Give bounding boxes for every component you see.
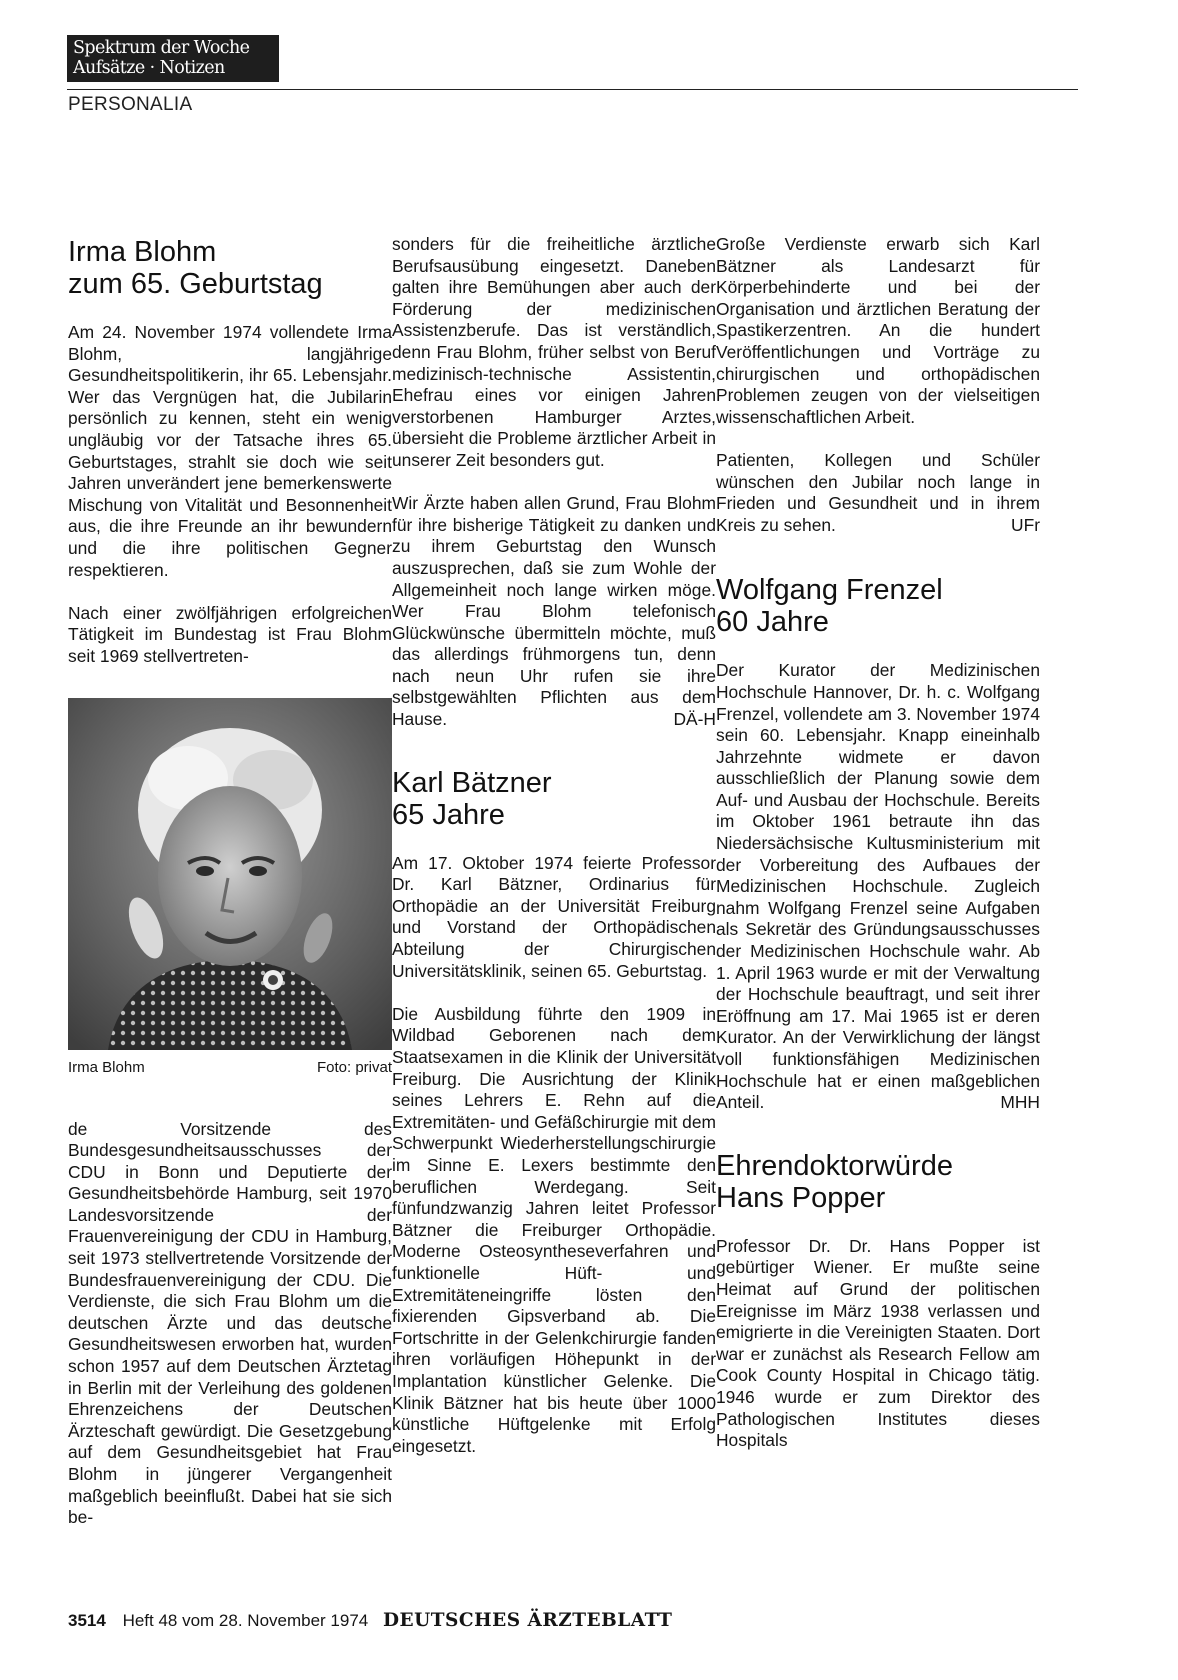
article-title-hans-popper: Ehrendoktorwürde Hans Popper: [716, 1149, 953, 1214]
page-footer: [68, 1610, 672, 1631]
article-title-karl-baetzner: Karl Bätzner 65 Jahre: [392, 766, 552, 831]
caption-name: Irma Blohm: [68, 1058, 145, 1076]
paragraph: de Vorsitzende des Bundesgesundheitsausschusses der CDU in Bonn und Deputierte der Gesundheitsbehörde Hamburg, seit 1970 Landesvorsitzende der Frauenvereinigung der CDU in Hamburg, seit 1973 stellvertretende Vorsitzende der Bundesfrauenvereinigung der CDU. Die Verdienste, die sich Frau Blohm um die deutschen Ärzte und das deutsche Gesundheitswesen erworben hat, wurden schon 1957 auf dem Deutschen Ärztetag in Berlin mit der Verleihung des goldenen Ehrenzeichens der Deutschen Ärzteschaft gewürdigt. Die Gesetzgebung auf dem Gesundheitsgebiet hat Frau Blohm in jüngerer Vergangenheit maßgeblich beeinflußt. Dabei hat sie sich be-: [68, 1118, 392, 1528]
journal-name: DEUTSCHES ÄRZTEBLATT: [382, 1610, 673, 1631]
paragraph: Am 24. November 1974 vollendete Irma Blohm, langjährige Gesundheitspolitikerin, ihr 65. Lebensjahr. Wer das Vergnügen hat, die Jubilarin persönlich zu kennen, steht ein wenig ungläubig vor der Tatsache ihres 65. Geburtstages, strahlt sie doch wie seit Jahren unverändert jene bemerkenswerte Mischung von Vitalität und Besonnenheit aus, die ihre Freunde an ihr bewundern und die ihre politischen Gegner respektieren.: [68, 322, 392, 580]
portrait-photo: [68, 698, 392, 1050]
paragraph: Wir Ärzte haben allen Grund, Frau Blohm für ihre bisherige Tätigkeit zu danken und zu ihrem Geburtstag den Wunsch auszusprechen, daß sie zum Wohle der Allgemeinheit noch lange wirken möge. Wer Frau Blohm telefonisch Glückwünsche übermitteln möchte, muß das allerdings frühmorgens tun, denn nach neun Uhr rufen sie ihre selbstgewählten Pflichten aus dem Hause. DÄ-H: [392, 493, 716, 730]
page-number: 3514: [68, 1611, 106, 1630]
badge-line-1: Spektrum der Woche: [73, 38, 250, 58]
column-3: [716, 234, 1040, 1452]
paragraph: Der Kurator der Medizinischen Hochschule Hannover, Dr. h. c. Wolfgang Frenzel, vollendete am 3. November 1974 sein 60. Lebensjahr. Knapp eineinhalb Jahrzehnte widmete er davon ausschließlich der Planung sowie dem Auf- und Ausbau der Hochschule. Bereits im Oktober 1961 betraute ihn das Niedersächsische Kultusministerium mit der Vorbereitung des Aufbaues der Medizinischen Hochschule. Zugleich nahm Wolfgang Frenzel seine Aufgaben als Sekretär des Gründungsausschusses der Medizinischen Hochschule wahr. Ab 1. April 1963 wurde er mit der Verwaltung der Hochschule beauftragt, und seit ihrer Eröffnung am 17. Mai 1965 ist er deren Kurator. An der Verwirklichung der längst voll funktionsfähigen Medizinischen Hochschule hat er einen maßgeblichen Anteil. MHH: [716, 660, 1040, 1113]
signature: UFr: [1011, 514, 1040, 535]
paragraph: Professor Dr. Dr. Hans Popper ist gebürtiger Wiener. Er mußte seine Heimat auf Grund der politischen Ereignisse im März 1938 verlassen und emigrierte in die Vereinigten Staaten. Dort war er zunächst als Research Fellow am Cook County Hospital in Chicago tätig. 1946 wurde er zum Direktor des Pathologischen Institutes dieses Hospitals: [716, 1235, 1040, 1451]
paragraph: Patienten, Kollegen und Schüler wünschen den Jubilar noch lange in Frieden und Gesundheit und in ihrem Kreis zu sehen. UFr: [716, 449, 1040, 535]
column-2: [392, 234, 716, 1457]
badge-line-2: Aufsätze · Notizen: [73, 58, 225, 78]
paragraph: Große Verdienste erwarb sich Karl Bätzner als Landesarzt für Körperbehinderte und bei der Organisation und ärztlichen Beratung der Spastikerzentren. An die hundert Veröffentlichungen und Vorträge zu chirurgischen und orthopädischen Problemen zeugen von der vielseitigen wissenschaftlichen Arbeit.: [716, 234, 1040, 427]
photo-caption: [68, 1057, 392, 1079]
signature: DÄ-H: [673, 709, 716, 730]
issue-info: Heft 48 vom 28. November 1974: [122, 1611, 369, 1630]
paragraph: sonders für die freiheitliche ärztliche Berufsausübung eingesetzt. Daneben galten ihre Bemühungen aber auch der Förderung der medizinischen Assistenzberufe. Das ist verständlich, denn Frau Blohm, früher selbst von Beruf medizinisch-technische Assistentin, Ehefrau eines vor einigen Jahren verstorbenen Hamburger Arztes, übersieht die Probleme ärztlicher Arbeit in unserer Zeit besonders gut.: [392, 234, 716, 470]
paragraph: Am 17. Oktober 1974 feierte Professor Dr. Karl Bätzner, Ordinarius für Orthopädie an der Universität Freiburg und Vorstand der Orthopädischen Abteilung der Chirurgischen Universitätsklinik, seinen 65. Geburtstag.: [392, 852, 716, 981]
signature: MHH: [1000, 1092, 1040, 1113]
header-rule: [67, 89, 1078, 90]
section-badge: [67, 35, 279, 82]
paragraph: Nach einer zwölfjährigen erfolgreichen Tätigkeit im Bundestag ist Frau Blohm seit 1969 stellvertreten-: [68, 602, 392, 666]
section-label: PERSONALIA: [68, 94, 193, 115]
paragraph: Die Ausbildung führte den 1909 in Wildbad Geborenen nach dem Staatsexamen in die Klinik der Universität Freiburg. Die Ausrichtung der Klinik seines Lehrers E. Rehn auf die Extremitäten- und Gefäßchirurgie mit dem Schwerpunkt Wiederherstellungschirurgie im Sinne E. Lexers bestimmte den beruflichen Werdegang. Seit fünfundzwanzig Jahren leitet Professor Bätzner die Freiburger Orthopädie. Moderne Osteosyntheseverfahren und funktionelle Hüft- und Extremitäteneingriffe lösten den fixierenden Gipsverband ab. Die Fortschritte in der Gelenkchirurgie fanden ihren vorläufigen Höhepunkt in der Implantation künstlicher Gelenke. Die Klinik Bätzner hat bis heute über 1000 künstliche Hüftgelenke mit Erfolg eingesetzt.: [392, 1003, 716, 1456]
article-title-irma-blohm: Irma Blohm zum 65. Geburtstag: [68, 236, 323, 300]
photo-credit: Foto: privat: [316, 1058, 392, 1076]
column-1: [68, 236, 392, 1529]
article-title-wolfgang-frenzel: Wolfgang Frenzel 60 Jahre: [716, 574, 943, 639]
